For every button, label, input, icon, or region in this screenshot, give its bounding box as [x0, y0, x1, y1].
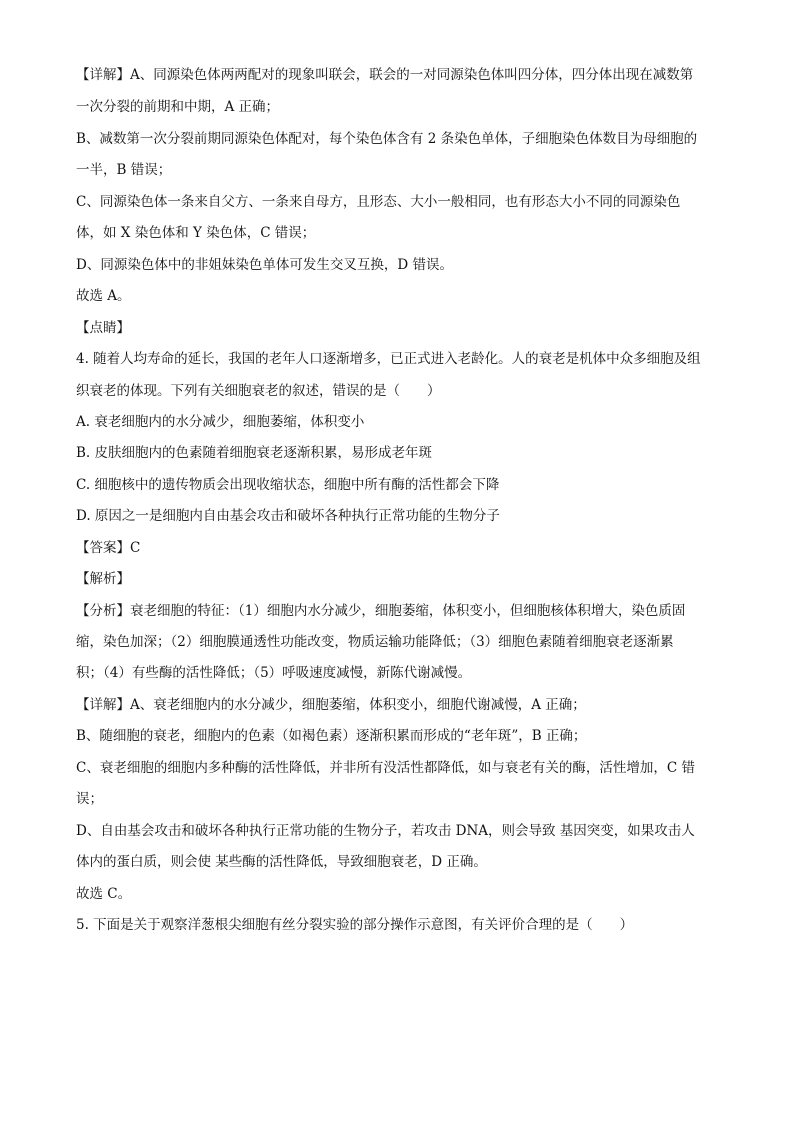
q4-answer: 【答案】C	[76, 540, 141, 556]
q4-option-d: D. 原因之一是细胞内自由基会攻击和破坏各种执行正常功能的生物分子	[76, 508, 500, 524]
q4-detail-line: 误；	[76, 791, 103, 807]
q5-stem: 5. 下面是关于观察洋葱根尖细胞有丝分裂实验的部分操作示意图，有关评价合理的是（ ）	[76, 917, 634, 933]
q4-stem-line: 4. 随着人均寿命的延长，我国的老年人口逐渐增多，已正式进入老龄化。人的衰老是机体中众多细胞及组	[76, 351, 701, 367]
q3-detail-line: 一半，B 错误；	[76, 162, 172, 178]
q3-comment-heading: 【点睛】	[76, 320, 130, 336]
q4-stem-line: 织衰老的体现。下列有关细胞衰老的叙述，错误的是（ ）	[76, 383, 441, 399]
q3-choice: 故选 A。	[76, 288, 131, 304]
q4-detail-line: D、自由基会攻击和破坏各种执行正常功能的生物分子，若攻击 DNA，则会导致 基因突变，如果攻击人	[76, 823, 695, 839]
q3-detail-line: 【详解】A、同源染色体两两配对的现象叫联会，联会的一对同源染色体叫四分体，四分体出现在减数第	[76, 67, 694, 83]
q4-analysis-line: 积；（4）有些酶的活性降低；（5）呼吸速度减慢，新陈代谢减慢。	[76, 665, 472, 681]
q4-analysis-line: 缩，染色加深；（2）细胞膜通透性功能改变，物质运输功能降低；（3）细胞色素随着细胞衰老逐渐累	[76, 634, 674, 650]
q4-detail-line: 【详解】A、衰老细胞内的水分减少，细胞萎缩，体积变小，细胞代谢减慢，A 正确；	[76, 697, 586, 713]
q3-detail-line: D、同源染色体中的非姐妹染色单体可发生交叉互换，D 错误。	[76, 257, 453, 273]
q4-option-c: C. 细胞核中的遗传物质会出现收缩状态，细胞中所有酶的活性都会下降	[76, 477, 500, 493]
q4-detail-line: 体内的蛋白质，则会使 某些酶的活性降低，导致细胞衰老，D 正确。	[76, 854, 487, 870]
q4-detail-line: B、随细胞的衰老，细胞内的色素（如褐色素）逐渐积累而形成的“老年斑”，B 正确；	[76, 728, 587, 744]
q4-option-b: B. 皮肤细胞内的色素随着细胞衰老逐渐积累，易形成老年斑	[76, 445, 433, 461]
q3-detail-line: 体，如 X 染色体和 Y 染色体，C 错误；	[76, 225, 316, 241]
q3-detail-line: 一次分裂的前期和中期，A 正确；	[76, 99, 280, 115]
q4-choice: 故选 C。	[76, 886, 132, 902]
q3-detail-line: C、同源染色体一条来自父方、一条来自母方，且形态、大小一般相同，也有形态大小不同的同源染色	[76, 194, 681, 210]
q4-option-a: A. 衰老细胞内的水分减少，细胞萎缩，体积变小	[76, 414, 365, 430]
q4-detail-line: C、衰老细胞的细胞内多种酶的活性降低，并非所有没活性都降低，如与衰老有关的酶，活性增加，C 错	[76, 760, 695, 776]
q4-analysis-line: 【分析】衰老细胞的特征：（1）细胞内水分减少，细胞萎缩，体积变小，但细胞核体积增大，染色质固	[76, 603, 686, 619]
q3-detail-line: B、减数第一次分裂前期同源染色体配对，每个染色体含有 2 条染色单体，子细胞染色体数目为母细胞的	[76, 131, 698, 147]
q4-analysis-heading: 【解析】	[76, 571, 130, 587]
